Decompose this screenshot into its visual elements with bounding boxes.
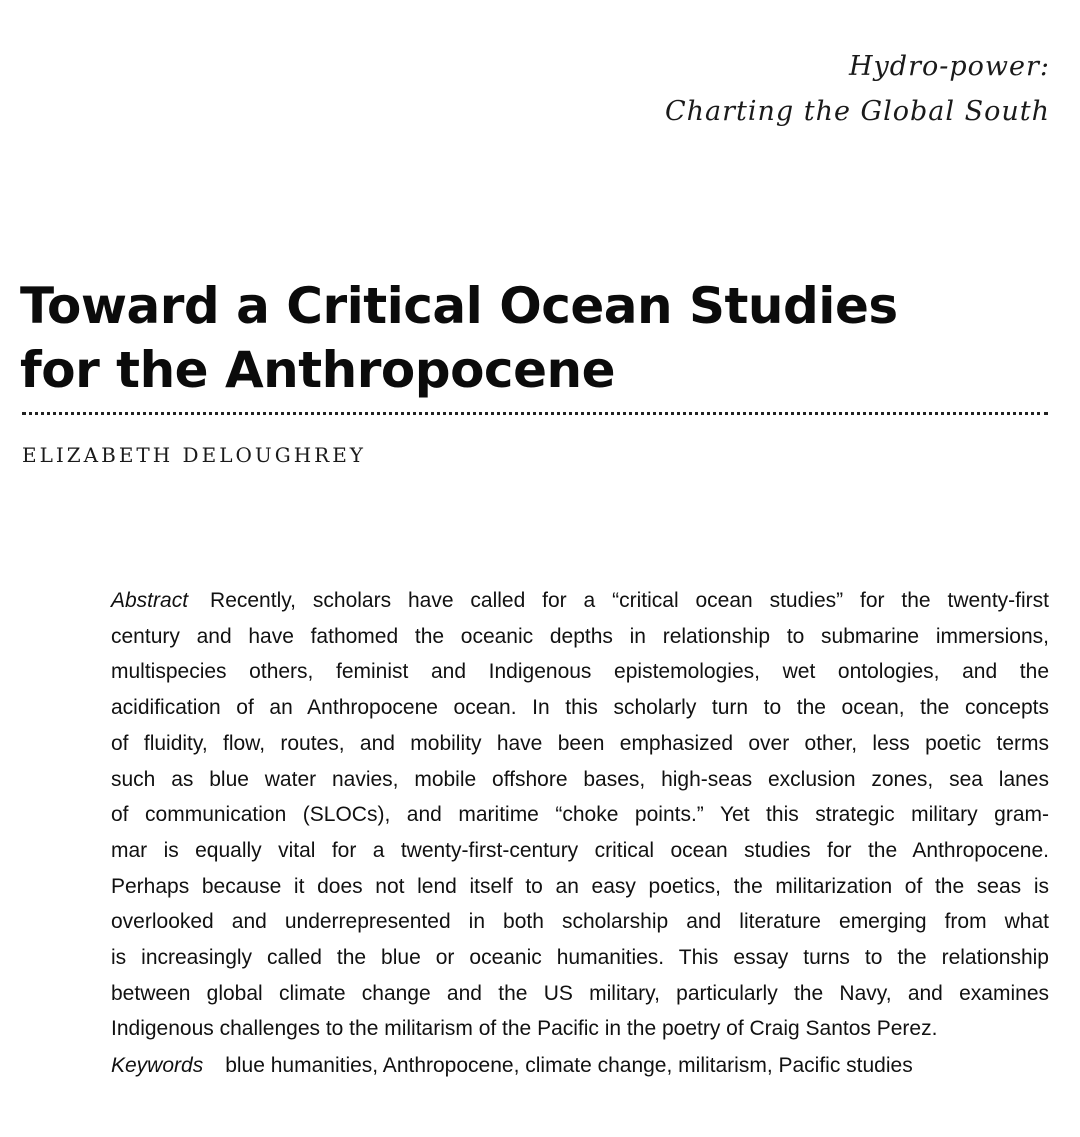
abstract-line: mar is equally vital for a twenty-first-century critical ocean studies for the Anthropocene.: [111, 838, 1049, 862]
series-title-line-1: Hydro-power:: [849, 51, 1050, 82]
abstract-line: overlooked and underrepresented in both scholarship and literature emerging from what: [111, 910, 1049, 934]
abstract-label: Abstract: [111, 589, 189, 612]
abstract-line: Perhaps because it does not lend itself to an easy poetics, the militarization of the seas is: [111, 874, 1049, 898]
keywords-text: blue humanities, Anthropocene, climate change, militarism, Pacific studies: [225, 1054, 913, 1077]
abstract-line: of communication (SLOCs), and maritime “choke points.” Yet this strategic military gram-: [111, 803, 1049, 827]
keywords: [111, 1048, 913, 1084]
series-title-line-2: Charting the Global South: [664, 96, 1050, 127]
abstract-line: acidification of an Anthropocene ocean. In this scholarly turn to the ocean, the concepts: [111, 696, 1049, 720]
abstract-line: [111, 583, 1049, 619]
abstract-line: such as blue water navies, mobile offshore bases, high-seas exclusion zones, sea lanes: [111, 767, 1049, 791]
article-title-line-2: for the Anthropocene: [20, 341, 615, 399]
abstract-text: Recently, scholars have called for a “critical ocean studies” for the twenty-first: [210, 589, 1049, 612]
abstract-line: is increasingly called the blue or oceanic humanities. This essay turns to the relationship: [111, 946, 1049, 970]
series-title: [665, 44, 1050, 134]
article-title: [20, 274, 898, 402]
article-title-line-1: Toward a Critical Ocean Studies: [20, 277, 898, 335]
abstract-line: Indigenous challenges to the militarism of the Pacific in the poetry of Craig Santos Perez.: [111, 1017, 938, 1041]
abstract: [111, 583, 1049, 1047]
dotted-divider: [22, 412, 1048, 415]
abstract-line: multispecies others, feminist and Indigenous epistemologies, wet ontologies, and the: [111, 660, 1049, 684]
abstract-line: century and have fathomed the oceanic depths in relationship to submarine immersions,: [111, 624, 1049, 648]
abstract-line: between global climate change and the US military, particularly the Navy, and examines: [111, 981, 1049, 1005]
author-name: ELIZABETH DELOUGHREY: [22, 443, 367, 467]
keywords-label: Keywords: [111, 1054, 204, 1077]
abstract-line: of fluidity, flow, routes, and mobility have been emphasized over other, less poetic terms: [111, 731, 1049, 755]
